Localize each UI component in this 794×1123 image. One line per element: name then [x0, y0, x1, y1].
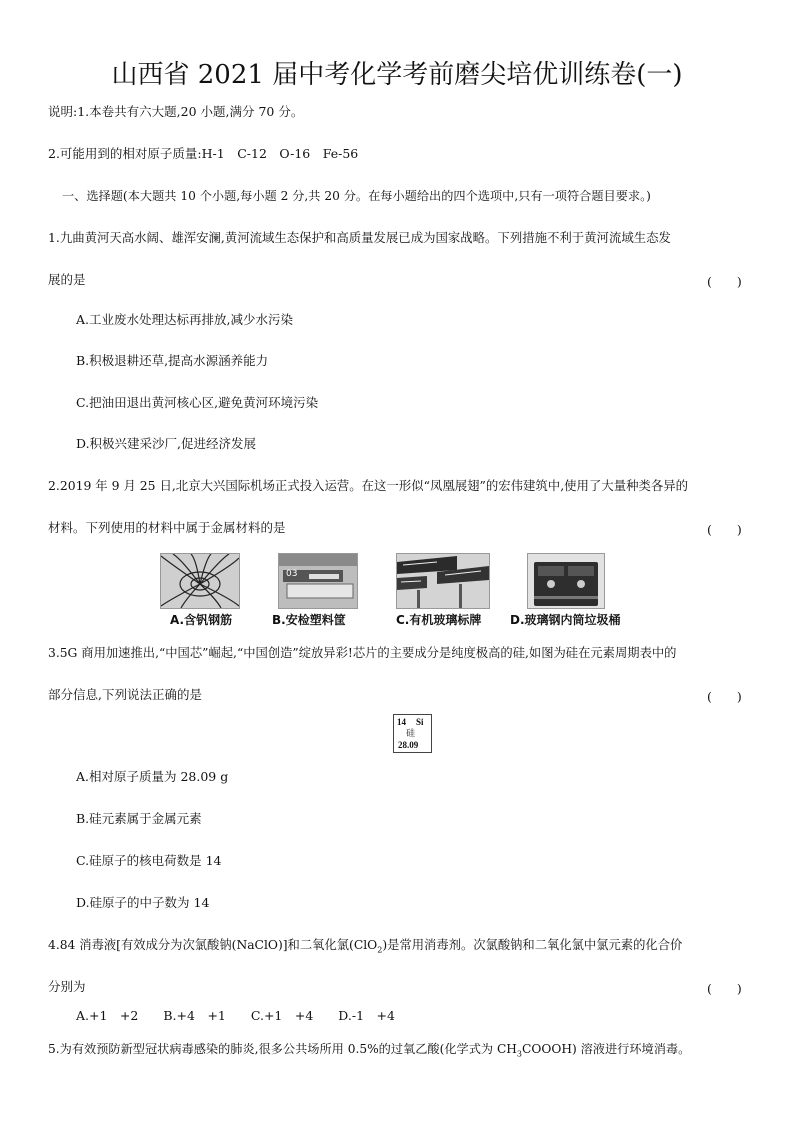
q1-stem-line-2: 展的是 [48, 272, 86, 287]
silicon-periodic-table-cell [393, 714, 432, 753]
q2-caption-b: B.安检塑料筐 [272, 613, 346, 627]
q2-image-b-number: 03 [286, 569, 298, 579]
q1-option-c: C.把油田退出黄河核心区,避免黄河环境污染 [76, 395, 319, 410]
q1-answer-paren: ( ) [707, 274, 742, 289]
q2-stem-line-2: 材料。下列使用的材料中属于金属材料的是 [48, 520, 286, 535]
q5-stem-part-2: COOOH) 溶液进行环境消毒。 [522, 1042, 691, 1056]
q3-answer-paren: ( ) [707, 689, 742, 704]
q5-stem-part-1: 5.为有效预防新型冠状病毒感染的肺炎,很多公共场所用 0.5%的过氧乙酸(化学式为 CH [48, 1042, 517, 1056]
q4-stem-part-2: )是常用消毒剂。次氯酸钠和二氧化氯中氯元素的化合价 [382, 938, 683, 952]
q4-options: A.+1 +2 B.+4 +1 C.+1 +4 D.-1 +4 [76, 1008, 395, 1023]
q3-option-c: C.硅原子的核电荷数是 14 [76, 853, 222, 868]
q4-stem-part-1: 4.84 消毒液[有效成分为次氯酸钠(NaClO)]和二氧化氯(ClO [48, 938, 378, 952]
element-name: 硅 [406, 728, 416, 738]
q1-option-d: D.积极兴建采沙厂,促进经济发展 [76, 436, 257, 451]
q2-image-b-security-tray [278, 553, 358, 609]
q4-answer-paren: ( ) [707, 981, 742, 996]
q5-stem-line-1 [48, 1041, 690, 1062]
q2-image-d-trash-bin [527, 553, 605, 609]
q2-caption-c: C.有机玻璃标牌 [396, 613, 482, 627]
element-atomic-number: 14 [397, 717, 406, 727]
q5-subscript: 3 [516, 1049, 523, 1059]
q3-option-a: A.相对原子质量为 28.09 g [76, 769, 229, 784]
q2-stem-line-1: 2.2019 年 9 月 25 日,北京大兴国际机场正式投入运营。在这一形似“凤凰展翅”的宏伟建筑中,使用了大量种类各异的 [48, 478, 689, 493]
q4-stem-line-1 [48, 937, 682, 958]
q1-stem-line-1: 1.九曲黄河天高水阔、雄浑安澜,黄河流域生态保护和高质量发展已成为国家战略。下列措施不利于黄河流域生态发 [48, 230, 671, 245]
q2-caption-a: A.含钒钢筋 [170, 613, 233, 627]
note-line-2: 2.可能用到的相对原子质量:H-1 C-12 O-16 Fe-56 [48, 146, 359, 161]
q3-option-b: B.硅元素属于金属元素 [76, 811, 202, 826]
q2-caption-d: D.玻璃钢内筒垃圾桶 [510, 613, 621, 627]
q2-answer-paren: ( ) [707, 522, 742, 537]
note-line-1: 说明:1.本卷共有六大题,20 小题,满分 70 分。 [48, 104, 304, 119]
page-title: 山西省 2021 届中考化学考前磨尖培优训练卷(一) [111, 60, 683, 90]
q2-image-a-steel-structure [160, 553, 240, 609]
q4-stem-line-2: 分别为 [48, 979, 86, 994]
q3-stem-line-2: 部分信息,下列说法正确的是 [48, 687, 202, 702]
q4-subscript: 2 [377, 945, 383, 955]
q3-stem-line-1: 3.5G 商用加速推出,“中国芯”崛起,“中国创造”绽放异彩!芯片的主要成分是纯度极高的硅,如图为硅在元素周期表中的 [48, 646, 677, 660]
element-atomic-mass: 28.09 [398, 740, 419, 750]
q1-option-b: B.积极退耕还草,提高水源涵养能力 [76, 353, 269, 368]
q1-option-a: A.工业废水处理达标再排放,减少水污染 [76, 312, 293, 327]
q2-image-c-signboard [396, 553, 490, 609]
q3-option-d: D.硅原子的中子数为 14 [76, 895, 210, 910]
element-symbol: Si [416, 717, 424, 727]
section-heading: 一、选择题(本大题共 10 个小题,每小题 2 分,共 20 分。在每小题给出的四个选项中,只有一项符合题目要求。) [62, 189, 651, 203]
